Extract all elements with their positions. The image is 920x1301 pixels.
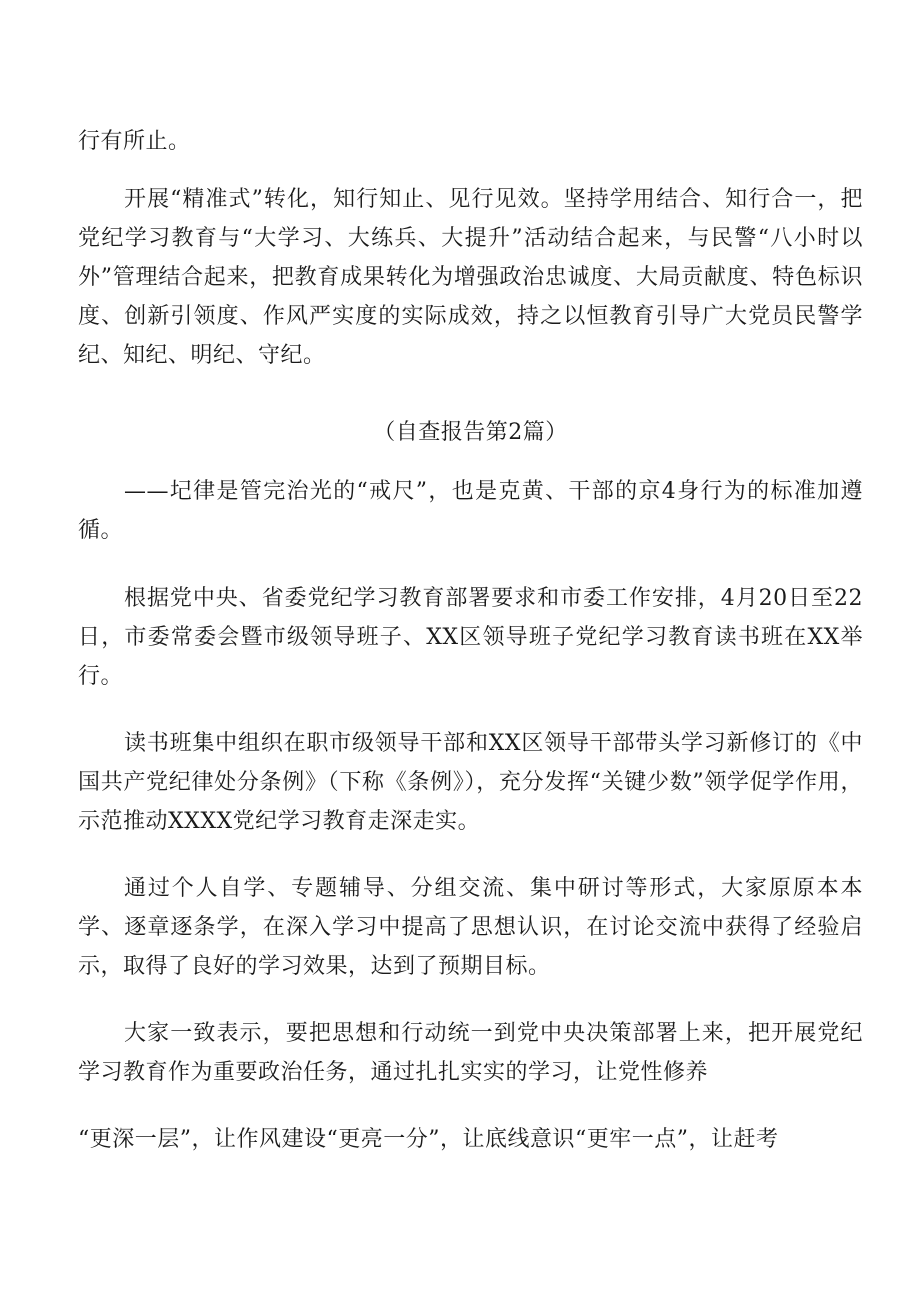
paragraph-1: 开展“精准式”转化，知行知止、见行见效。坚持学用结合、知行合一，把党纪学习教育与“大学习、大练兵、大提升”活动结合起来，与民警“八小时以外”管理结合起来，把教育成果转化为增强政治忠诚度、大局贡献度、特色标识度、创新引领度、作风严实度的实际成效，持之以恒教育引导广大党员民警学纪、知纪、明纪、守纪。 <box>78 187 863 368</box>
paragraph-7: “更深一层”，让作风建设“更亮一分”，让底线意识“更牢一点”，让赶考 <box>78 1127 779 1152</box>
paragraph-3: 根据党中央、省委党纪学习教育部署要求和市委工作安排，4月20日至22日，市委常委会暨市级领导班子、XX区领导班子党纪学习教育读书班在XX举行。 <box>78 586 863 689</box>
paragraph-6: 大家一致表示，要把思想和行动统一到党中央决策部署上来，把开展党纪学习教育作为重要政治任务，通过扎扎实实的学习，让党性修养 <box>78 1021 863 1085</box>
paragraph-5: 通过个人自学、专题辅导、分组交流、集中研讨等形式，大家原原本本学、逐章逐条学，在深入学习中提高了思想认识，在讨论交流中获得了经验启示，取得了良好的学习效果，达到了预期目标。 <box>78 876 863 979</box>
section-heading: （自查报告第2篇） <box>373 420 568 445</box>
paragraph-4: 读书班集中组织在职市级领导干部和XX区领导干部带头学习新修订的《中国共产党纪律处分条例》（下称《条例》），充分发挥“关键少数”领学促学作用，示范推动XXXX党纪学习教育走深走实。 <box>78 731 863 834</box>
paragraph-0: 行有所止。 <box>78 129 191 154</box>
paragraph-2: ——圮律是管完治光的“戒尺”，也是克黄、干部的京4身行为的标准加遵循。 <box>78 479 863 543</box>
